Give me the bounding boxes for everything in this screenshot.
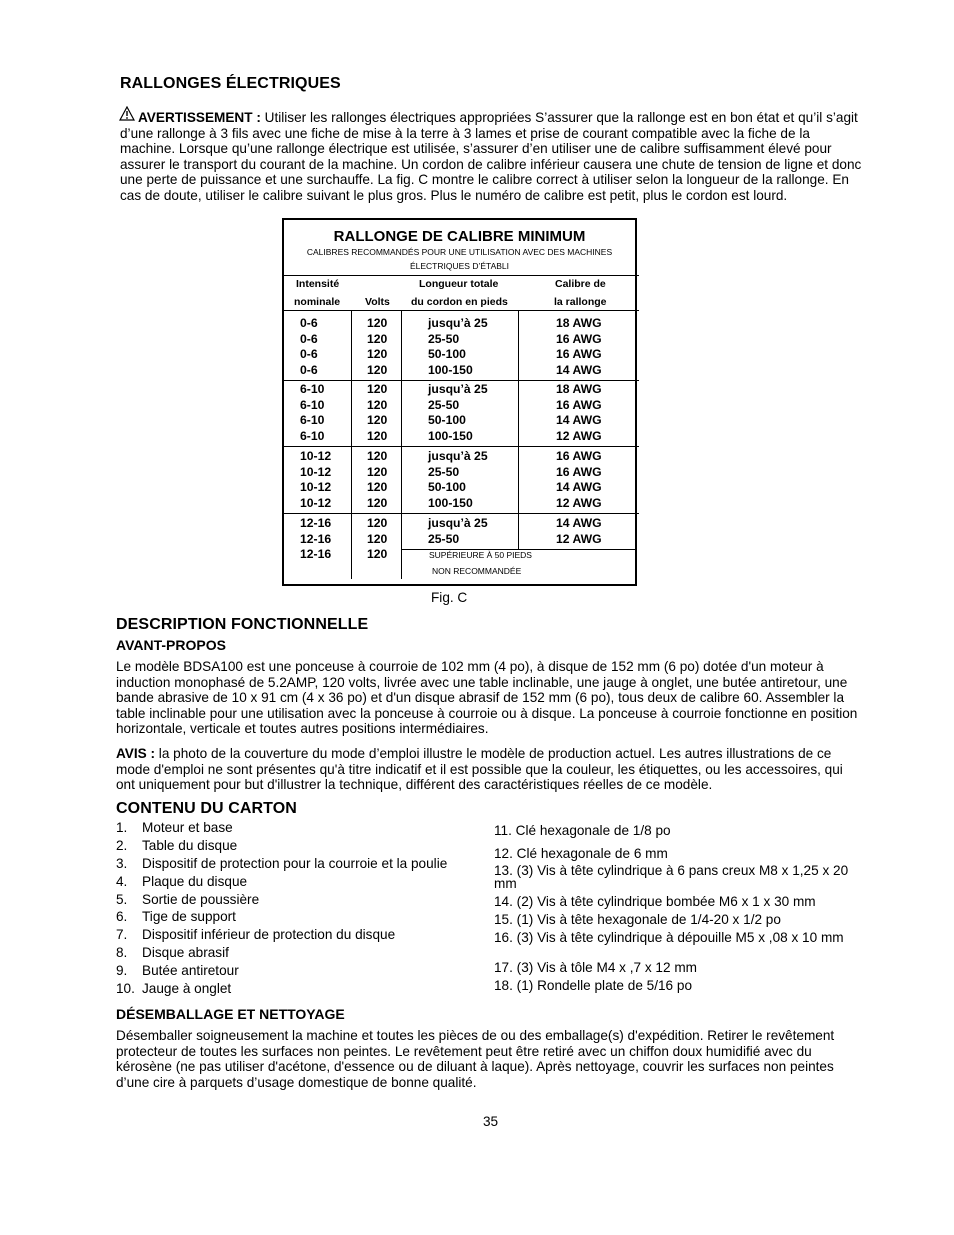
cell-volts: 120 120 120 bbox=[367, 516, 388, 562]
section-title-desemballage: DÉSEMBALLAGE ET NETTOYAGE bbox=[116, 1006, 345, 1022]
header-amps-1: Intensité bbox=[296, 278, 340, 290]
cell-amps: 12-16 12-16 12-16 bbox=[300, 516, 332, 562]
avis-text: la photo de la couverture du mode d’emploi illustre le modèle de production actuel. Les autres illustrations de ce mode d'emploi ne sont présentes qu'à titre indicatif et il est possible que la couleur, les étiquettes, ou les accessoires, qui ont uniquement pour but d'illustrer la technique, différent des caractéristiques réelles de ce modèle. bbox=[116, 746, 843, 793]
table-rule bbox=[284, 310, 639, 311]
avis-paragraph bbox=[116, 746, 861, 793]
table-rule bbox=[284, 446, 639, 447]
table-rule bbox=[284, 380, 639, 381]
cell-length: jusqu’à 25 25-50 50-100 100-150 bbox=[428, 382, 488, 443]
header-gauge-1: Calibre de bbox=[555, 278, 606, 290]
cell-gauge: 16 AWG 16 AWG 14 AWG 12 AWG bbox=[556, 449, 602, 510]
section-title-rallonges: RALLONGES ÉLECTRIQUES bbox=[120, 75, 341, 92]
avis-label: AVIS : bbox=[116, 746, 156, 761]
list-item: 4. Plaque du disque bbox=[116, 874, 248, 889]
cell-amps: 0-6 0-6 0-6 0-6 bbox=[300, 316, 318, 377]
list-item: 1. Moteur et base bbox=[116, 820, 233, 835]
extension-cord-table bbox=[282, 218, 637, 586]
table-rule bbox=[284, 513, 639, 514]
list-item: 15. (1) Vis à tête hexagonale de 1/4-20 x 1/2 po bbox=[494, 912, 781, 927]
table-rule bbox=[284, 275, 639, 276]
cell-length: jusqu’à 25 25-50 50-100 100-150 bbox=[428, 316, 488, 377]
table-note-1: SUPÉRIEURE À 50 PIEDS bbox=[429, 550, 532, 560]
header-gauge-2: la rallonge bbox=[554, 296, 607, 308]
table-note-2: NON RECOMMANDÉE bbox=[432, 566, 522, 576]
table-column-divider bbox=[401, 310, 402, 579]
list-item: 3. Dispositif de protection pour la courroie et la poulie bbox=[116, 856, 448, 871]
list-item: 16. (3) Vis à tête cylindrique à dépouille M5 x ,08 x 10 mm bbox=[494, 930, 844, 945]
cell-length: jusqu’à 25 25-50 bbox=[428, 516, 488, 546]
cell-amps: 10-12 10-12 10-12 10-12 bbox=[300, 449, 332, 510]
cell-volts: 120 120 120 120 bbox=[367, 382, 388, 443]
warning-paragraph bbox=[120, 110, 865, 204]
cell-amps: 6-10 6-10 6-10 6-10 bbox=[300, 382, 325, 443]
list-item: 10. Jauge à onglet bbox=[116, 981, 232, 996]
unpacking-paragraph: Désemballer soigneusement la machine et toutes les pièces de ou des emballage(s) d'expédition. Retirer le revêtement protecteur de toutes les surfaces non peintes. Le revêtement peut être retiré avec un chiffon doux humidifié avec du kérosène (ne pas utiliser d'acétone, d'essence ou de diluant à laque). Après nettoyage, couvrir les surfaces non peintes d’une cire à parquets d’usage domestique de bonne qualité. bbox=[116, 1028, 835, 1090]
list-item: 9. Butée antiretour bbox=[116, 963, 239, 978]
list-item: 17. (3) Vis à tôle M4 x ,7 x 12 mm bbox=[494, 960, 697, 975]
list-item: 18. (1) Rondelle plate de 5/16 po bbox=[494, 978, 693, 993]
list-item: 12. Clé hexagonale de 6 mm bbox=[494, 846, 668, 861]
list-item: 13. (3) Vis à tête cylindrique à 6 pans creux M8 x 1,25 x 20 mm bbox=[494, 863, 849, 891]
header-length-2: du cordon en pieds bbox=[411, 296, 508, 308]
page-number: 35 bbox=[483, 1114, 499, 1129]
section-title-contenu: CONTENU DU CARTON bbox=[116, 800, 297, 817]
cell-volts: 120 120 120 120 bbox=[367, 449, 388, 510]
list-item: 2. Table du disque bbox=[116, 838, 238, 853]
section-title-description: DESCRIPTION FONCTIONNELLE bbox=[116, 616, 369, 633]
warning-label: AVERTISSEMENT : bbox=[138, 110, 261, 125]
intro-paragraph: Le modèle BDSA100 est une ponceuse à courroie de 102 mm (4 po), à disque de 152 mm (6 po) dotée d'un moteur à induction monophasé de 5.2AMP, 120 volts, livrée avec une table inclinable, une jauge à onglet, une butée antiretour, une bande abrasive de 10 x 91 cm (4 x 36 po) et d'un disque abrasif de 152 mm (6 po), tous deux de calibre 60. Assembler la table inclinable pour une utilisation avec la ponceuse à courroie ou à disque. La ponceuse à courroie fonctionne en position horizontale, verticale et toutes autres positions intermédiaires. bbox=[116, 659, 858, 737]
table-column-divider bbox=[518, 310, 519, 550]
cell-volts: 120 120 120 120 bbox=[367, 316, 388, 377]
header-amps-2: nominale bbox=[294, 296, 341, 308]
list-item: 7. Dispositif inférieur de protection du disque bbox=[116, 927, 396, 942]
list-item: 6. Tige de support bbox=[116, 909, 236, 924]
list-item: 11. Clé hexagonale de 1/8 po bbox=[494, 823, 671, 838]
table-subtitle-2: ÉLECTRIQUES D’ÉTABLI bbox=[409, 261, 510, 271]
cell-gauge: 18 AWG 16 AWG 16 AWG 14 AWG bbox=[556, 316, 602, 377]
cell-gauge: 18 AWG 16 AWG 14 AWG 12 AWG bbox=[556, 382, 602, 443]
cell-gauge: 14 AWG 12 AWG bbox=[556, 516, 602, 546]
list-item: 8. Disque abrasif bbox=[116, 945, 229, 960]
header-length-1: Longueur totale bbox=[419, 278, 499, 290]
table-title: RALLONGE DE CALIBRE MINIMUM bbox=[333, 228, 586, 245]
header-volts: Volts bbox=[365, 296, 390, 308]
subsection-title-avant-propos: AVANT-PROPOS bbox=[116, 637, 226, 653]
list-item: 14. (2) Vis à tête cylindrique bombée M6 x 1 x 30 mm bbox=[494, 894, 816, 909]
list-item: 5. Sortie de poussière bbox=[116, 892, 260, 907]
cell-length: jusqu’à 25 25-50 50-100 100-150 bbox=[428, 449, 488, 510]
table-column-divider bbox=[351, 310, 352, 579]
table-subtitle-1: CALIBRES RECOMMANDÉS POUR UNE UTILISATION AVEC DES MACHINES bbox=[306, 247, 613, 257]
figure-caption: Fig. C bbox=[431, 590, 468, 605]
warning-text: Utiliser les rallonges électriques appropriées S’assurer que la rallonge est en bon état et qu’il s’agit d’une rallonge à 3 fils avec une fiche de mise à la terre à 3 lames et prise de courant compatible avec la fiche de la machine. Lorsque qu’une rallonge électrique est utilisée, s’assurer d’en utiliser une de calibre suffisamment élevé pour assurer le transport du courant de la machine. Un cordon de calibre inférieur causera une chute de tension de ligne et donc une perte de puissance et une surchauffe. La fig. C montre le calibre correct à utiliser selon la longueur de la rallonge. En cas de doute, utiliser le calibre suivant le plus gros. Plus le numéro de calibre est petit, plus le cordon est lourd. bbox=[120, 110, 862, 203]
